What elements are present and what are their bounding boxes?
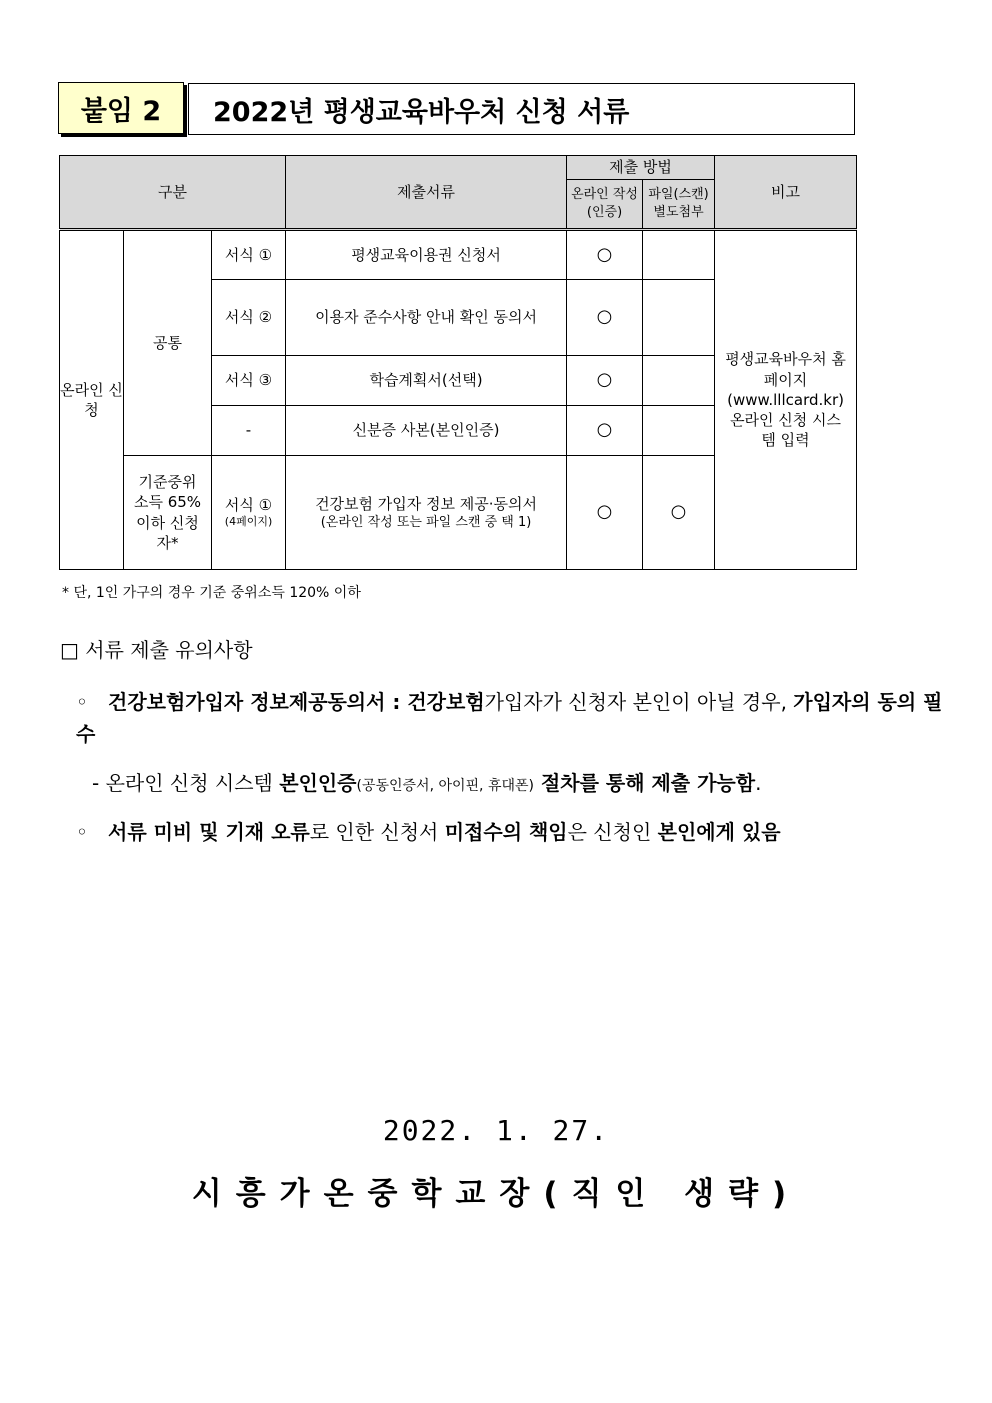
notice-text: 로 인한 신청서	[309, 820, 445, 844]
subitem-end: .	[755, 771, 762, 795]
document-cell: 평생교육이용권 신청서	[286, 230, 567, 280]
group-online: 온라인 신청	[60, 230, 124, 570]
form-cell	[212, 456, 286, 570]
header-category: 구분	[60, 156, 286, 230]
notice-text: 가입자가 신청자 본인이 아닐 경우,	[484, 690, 794, 714]
file-mark	[643, 356, 715, 406]
subitem-small: (공동인증서, 아이핀, 휴대폰)	[356, 778, 534, 794]
form-label: 서식 ①	[224, 495, 273, 514]
documents-table	[59, 155, 857, 570]
section-title: □ 서류 제출 유의사항	[60, 638, 253, 662]
file-mark	[643, 280, 715, 356]
header-remark: 비고	[715, 156, 857, 230]
file-mark	[643, 230, 715, 280]
footnote: * 단, 1인 가구의 경우 기준 중위소득 120% 이하	[62, 585, 361, 601]
notice-bold: 본인에게 있음	[657, 820, 781, 844]
subitem-bold: 본인인증	[279, 771, 357, 795]
form-cell: 서식 ③	[212, 356, 286, 406]
document-cell: 이용자 준수사항 안내 확인 동의서	[286, 280, 567, 356]
online-mark: ○	[567, 356, 643, 406]
notice-bold: 서류 미비 및 기재 오류	[108, 820, 310, 844]
header-online: 온라인 작성(인증)	[567, 180, 643, 230]
document-title: 2022년 평생교육바우처 신청 서류	[188, 83, 855, 135]
notice-subitem	[92, 767, 952, 799]
issue-date: 2022. 1. 27.	[382, 1114, 610, 1147]
bullet-icon: ◦	[76, 820, 88, 844]
online-mark: ○	[567, 280, 643, 356]
file-mark: ○	[643, 456, 715, 570]
attachment-tag: 붙임 2	[58, 82, 184, 134]
document-note: (온라인 작성 또는 파일 스캔 중 택 1)	[320, 514, 532, 530]
notice-bold: 가입자의 동의 필수	[76, 690, 943, 746]
header-method: 제출 방법	[567, 156, 715, 180]
document-cell: 신분증 사본(본인인증)	[286, 406, 567, 456]
notice-item-1	[76, 686, 946, 750]
form-cell: -	[212, 406, 286, 456]
subitem-text: - 온라인 신청 시스템	[92, 771, 280, 795]
notice-bold: 건강보험가입자 정보제공동의서 : 건강보험	[108, 690, 485, 714]
online-mark: ○	[567, 230, 643, 280]
form-page-ref: (4페이지)	[224, 515, 273, 529]
document-cell: 학습계획서(선택)	[286, 356, 567, 406]
online-mark: ○	[567, 456, 643, 570]
subitem-bold: 절차를 통해 제출 가능함	[534, 771, 756, 795]
document-label: 건강보험 가입자 정보 제공·동의서	[315, 494, 537, 513]
file-mark	[643, 406, 715, 456]
subgroup-income: 기준중위 소득 65%이하 신청자*	[124, 456, 212, 570]
remark-cell: 평생교육바우처 홈페이지 (www.lllcard.kr) 온라인 신청 시스템 입력	[715, 230, 857, 570]
header-file: 파일(스캔) 별도첨부	[643, 180, 715, 230]
document-cell	[286, 456, 567, 570]
header-documents: 제출서류	[286, 156, 567, 230]
signature: 시흥가온중학교장(직인 생략)	[191, 1176, 801, 1212]
notice-item-2	[76, 816, 946, 848]
notice-bold: 미접수의 책임	[444, 820, 568, 844]
online-mark: ○	[567, 406, 643, 456]
notice-text: 은 신청인	[567, 820, 658, 844]
form-cell: 서식 ②	[212, 280, 286, 356]
bullet-icon: ◦	[76, 690, 88, 714]
subgroup-common: 공통	[124, 230, 212, 456]
form-cell: 서식 ①	[212, 230, 286, 280]
